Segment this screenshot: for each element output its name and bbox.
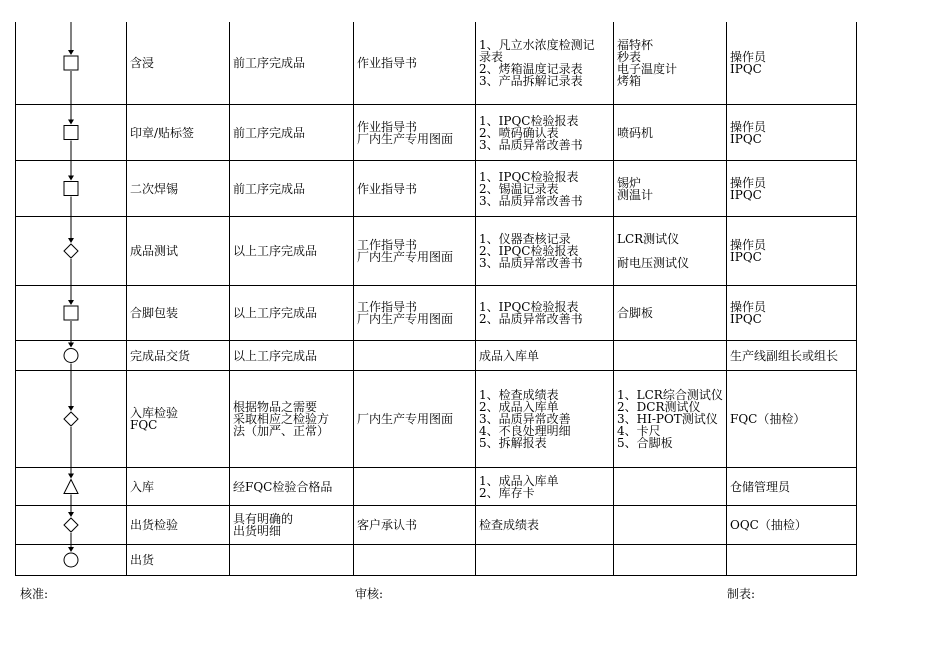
arrowhead-icon <box>68 50 74 55</box>
record-cell: 1、IPQC检验报表 2、品质异常改善书 <box>476 286 614 341</box>
process-square-icon <box>64 126 78 140</box>
approve-label: 核准: <box>20 587 49 601</box>
flow-symbol-cell <box>16 506 127 545</box>
flow-step-graphic <box>16 506 126 544</box>
table-row <box>16 506 857 545</box>
process-square-icon <box>64 182 78 196</box>
flow-symbol-cell <box>16 545 127 576</box>
arrowhead-icon <box>68 238 74 243</box>
table-row <box>16 341 857 371</box>
prepared-label: 制表: <box>727 587 756 601</box>
document-cell <box>354 545 476 576</box>
equipment-cell: 福特杯 秒表 电子温度计 烤箱 <box>614 22 727 105</box>
inspection-diamond-icon <box>64 244 78 258</box>
document-cell: 作业指导书 <box>354 161 476 217</box>
arrowhead-icon <box>68 343 74 348</box>
input-cell: 以上工序完成品 <box>230 217 354 286</box>
arrowhead-icon <box>68 176 74 181</box>
flow-symbol-cell <box>16 22 127 105</box>
review-label: 审核: <box>355 587 384 601</box>
process-square-icon <box>64 56 78 70</box>
flow-symbol-cell <box>16 286 127 341</box>
responsible-cell <box>727 545 857 576</box>
document-cell: 客户承认书 <box>354 506 476 545</box>
record-cell: 1、IPQC检验报表 2、喷码确认表 3、品质异常改善书 <box>476 105 614 161</box>
step-cell: 成品测试 <box>127 217 230 286</box>
responsible-cell: 操作员 IPQC <box>727 286 857 341</box>
responsible-cell: 操作员 IPQC <box>727 105 857 161</box>
record-cell: 成品入库单 <box>476 341 614 371</box>
table-row <box>16 22 857 105</box>
equipment-cell <box>614 468 727 506</box>
flow-step-graphic <box>16 217 126 285</box>
delivery-circle-icon <box>64 553 78 567</box>
table-row <box>16 371 857 468</box>
arrowhead-icon <box>68 120 74 125</box>
table-row <box>16 217 857 286</box>
equipment-cell <box>614 506 727 545</box>
flow-symbol-cell <box>16 161 127 217</box>
step-cell: 入库检验 FQC <box>127 371 230 468</box>
record-cell <box>476 545 614 576</box>
document-cell <box>354 468 476 506</box>
process-flow-table <box>15 22 857 576</box>
equipment-cell: 1、LCR综合测试仪 2、DCR测试仪 3、HI-POT测试仪 4、卡尺 5、合脚板 <box>614 371 727 468</box>
record-cell: 1、仪器查核记录 2、IPQC检验报表 3、品质异常改善书 <box>476 217 614 286</box>
table-row <box>16 468 857 506</box>
step-cell: 出货 <box>127 545 230 576</box>
flow-symbol-cell <box>16 341 127 371</box>
flow-step-graphic <box>16 341 126 370</box>
record-cell: 1、凡立水浓度检测记 录表 2、烤箱温度记录表 3、产品拆解记录表 <box>476 22 614 105</box>
flow-symbol-cell <box>16 105 127 161</box>
arrowhead-icon <box>68 300 74 305</box>
input-cell: 具有明确的 出货明细 <box>230 506 354 545</box>
record-cell: 检查成绩表 <box>476 506 614 545</box>
table-row <box>16 286 857 341</box>
document-cell: 厂内生产专用图面 <box>354 371 476 468</box>
document-cell: 作业指导书 厂内生产专用图面 <box>354 105 476 161</box>
responsible-cell: 操作员 IPQC <box>727 217 857 286</box>
input-cell: 前工序完成品 <box>230 105 354 161</box>
flow-step-graphic <box>16 371 126 467</box>
storage-triangle-icon <box>64 480 78 494</box>
responsible-cell: 生产线副组长或组长 <box>727 341 857 371</box>
input-cell: 以上工序完成品 <box>230 341 354 371</box>
step-cell: 出货检验 <box>127 506 230 545</box>
input-cell: 根据物品之需要 采取相应之检验方 法（加严、正常） <box>230 371 354 468</box>
step-cell: 印章/贴标签 <box>127 105 230 161</box>
record-cell: 1、成品入库单 2、库存卡 <box>476 468 614 506</box>
responsible-cell: FQC（抽检） <box>727 371 857 468</box>
flow-step-graphic <box>16 286 126 340</box>
inspection-diamond-icon <box>64 518 78 532</box>
arrowhead-icon <box>68 512 74 517</box>
input-cell: 以上工序完成品 <box>230 286 354 341</box>
equipment-cell: 合脚板 <box>614 286 727 341</box>
flow-symbol-cell <box>16 371 127 468</box>
record-cell: 1、检查成绩表 2、成品入库单 3、品质异常改善 4、不良处理明细 5、拆解报表 <box>476 371 614 468</box>
responsible-cell: 操作员 IPQC <box>727 161 857 217</box>
flow-symbol-cell <box>16 468 127 506</box>
inspection-diamond-icon <box>64 412 78 426</box>
arrowhead-icon <box>68 406 74 411</box>
flow-step-graphic <box>16 22 126 104</box>
equipment-cell <box>614 341 727 371</box>
step-cell: 入库 <box>127 468 230 506</box>
delivery-circle-icon <box>64 349 78 363</box>
step-cell: 含浸 <box>127 22 230 105</box>
flow-step-graphic <box>16 468 126 505</box>
responsible-cell: OQC（抽检） <box>727 506 857 545</box>
document-cell: 作业指导书 <box>354 22 476 105</box>
document-cell: 工作指导书 厂内生产专用图面 <box>354 217 476 286</box>
arrowhead-icon <box>68 547 74 552</box>
document-cell <box>354 341 476 371</box>
responsible-cell: 操作员 IPQC <box>727 22 857 105</box>
flow-step-graphic <box>16 545 126 575</box>
equipment-cell: 喷码机 <box>614 105 727 161</box>
input-cell: 前工序完成品 <box>230 161 354 217</box>
step-cell: 合脚包装 <box>127 286 230 341</box>
document-cell: 工作指导书 厂内生产专用图面 <box>354 286 476 341</box>
flow-step-graphic <box>16 161 126 216</box>
input-cell: 前工序完成品 <box>230 22 354 105</box>
arrowhead-icon <box>68 474 74 479</box>
table-row <box>16 161 857 217</box>
input-cell <box>230 545 354 576</box>
input-cell: 经FQC检验合格品 <box>230 468 354 506</box>
process-square-icon <box>64 306 78 320</box>
flow-step-graphic <box>16 105 126 160</box>
record-cell: 1、IPQC检验报表 2、锡温记录表 3、品质异常改善书 <box>476 161 614 217</box>
table-row <box>16 105 857 161</box>
equipment-cell: LCR测试仪 耐电压测试仪 <box>614 217 727 286</box>
equipment-cell <box>614 545 727 576</box>
table-row <box>16 545 857 576</box>
step-cell: 二次焊锡 <box>127 161 230 217</box>
equipment-cell: 锡炉 测温计 <box>614 161 727 217</box>
step-cell: 完成品交货 <box>127 341 230 371</box>
responsible-cell: 仓储管理员 <box>727 468 857 506</box>
flow-symbol-cell <box>16 217 127 286</box>
